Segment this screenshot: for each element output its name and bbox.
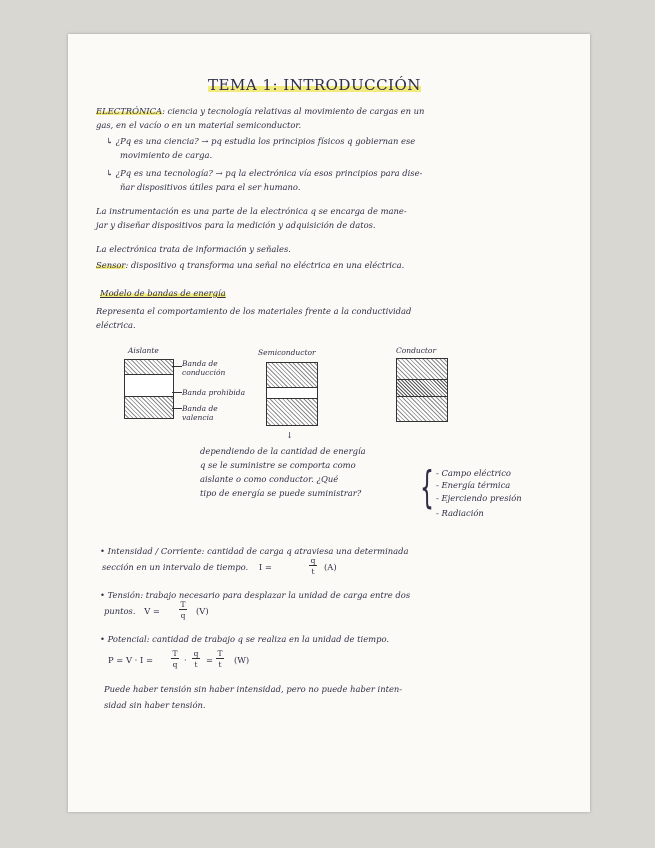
aislante-label: Aislante: [128, 346, 159, 355]
electronica-term: ELECTRÓNICA: [96, 106, 163, 116]
electronica-def-2: gas, en el vacío o en un material semiconductor.: [96, 120, 302, 130]
intensidad-formula-lhs: I =: [258, 562, 272, 572]
closing-line-1: Puede haber tensión sin haber intensidad, pero no puede haber inten-: [104, 684, 403, 694]
instrumentacion-line-1: La instrumentación es una parte de la electrónica q se encarga de mane-: [96, 206, 407, 216]
intensidad-unit: (A): [324, 562, 337, 572]
notebook-page: [68, 34, 590, 812]
sensor-line: [96, 260, 404, 271]
semi-conduction-band: [267, 363, 317, 388]
potencial-f1-num: T: [172, 649, 178, 658]
conductor-diagram: [396, 358, 448, 422]
intensidad-formula-den: t: [311, 567, 315, 576]
ciencia-answer-cont: movimiento de carga.: [120, 150, 213, 160]
tension-def-2: puntos.: [104, 606, 136, 616]
bandas-desc-1: Representa el comportamiento de los materiales frente a la conductividad: [96, 306, 412, 316]
tecnologia-question: ↳ ¿Pq es una tecnología? → pq la electrónica vía esos principios para dise-: [106, 168, 423, 178]
potencial-formula-start: P = V · I =: [108, 655, 153, 665]
semi-valence-band: [267, 399, 317, 425]
aislante-forbidden-band: [125, 375, 173, 397]
dependiendo-line-2: q se le suministre se comporta como: [200, 460, 356, 470]
pointer-prohibida: [172, 392, 182, 393]
potencial-def-1: : cantidad de trabajo q se realiza en la unidad de tiempo.: [146, 634, 390, 644]
energy-type-termica: - Energía térmica: [436, 480, 511, 490]
tension-line-1: [100, 590, 410, 601]
sensor-term: Sensor: [96, 260, 126, 270]
electronica-line-1: [96, 106, 424, 117]
energy-type-radiacion: - Radiación: [436, 508, 484, 518]
potencial-f2-den: t: [194, 660, 198, 669]
intensidad-term: • Intensidad / Corriente: [100, 546, 202, 556]
tension-formula-den: q: [180, 611, 186, 620]
banda-conduccion-label-2: conducción: [182, 368, 226, 377]
aislante-conduction-band: [125, 360, 173, 375]
potencial-line-1: [100, 634, 389, 645]
semiconductor-diagram: [266, 362, 318, 426]
tension-line-2: [104, 606, 160, 617]
energy-type-presion: - Ejerciendo presión: [436, 493, 522, 503]
banda-valencia-label-2: valencia: [182, 413, 214, 422]
intensidad-formula-num: q: [310, 556, 316, 565]
intensidad-def-1: : cantidad de carga q atraviesa una determinada: [201, 546, 409, 556]
semi-forbidden-band: [267, 388, 317, 399]
bandas-heading: [100, 288, 226, 299]
tension-term: • Tensión: [100, 590, 141, 600]
down-arrow-icon: ↓: [286, 430, 294, 440]
conductor-label: Conductor: [396, 346, 437, 355]
cond-overlap-band: [397, 380, 447, 397]
pointer-valencia: [172, 408, 182, 409]
cond-valence-band: [397, 397, 447, 421]
bandas-desc-2: eléctrica.: [96, 320, 136, 330]
tension-def-1: : trabajo necesario para desplazar la unidad de carga entre dos: [140, 590, 411, 600]
potencial-f3-den: t: [218, 660, 222, 669]
potencial-f3-num: T: [217, 649, 223, 658]
potencial-f1-den: q: [172, 660, 178, 669]
brace-icon: {: [420, 462, 434, 513]
electronica-def-1: : ciencia y tecnología relativas al movimiento de cargas en un: [162, 106, 425, 116]
tecnologia-answer-cont: ñar dispositivos útiles para el ser humano.: [120, 182, 301, 192]
banda-conduccion-label-1: Banda de: [182, 359, 218, 368]
cond-conduction-band: [397, 359, 447, 380]
potencial-dot: ·: [184, 655, 187, 665]
intensidad-line-2: [102, 562, 272, 573]
instrumentacion-line-2: jar y diseñar dispositivos para la medición y adquisición de datos.: [96, 220, 376, 230]
bandas-heading-text: Modelo de bandas de energía: [100, 288, 226, 298]
closing-line-2: sidad sin haber tensión.: [104, 700, 206, 710]
energy-type-campo: - Campo eléctrico: [436, 468, 511, 478]
title-text: TEMA 1: INTRODUCCIÓN: [208, 76, 421, 94]
potencial-unit: (W): [234, 655, 250, 665]
aislante-valence-band: [125, 397, 173, 418]
tension-formula-lhs: V =: [144, 606, 160, 616]
pointer-conduccion: [172, 366, 182, 367]
banda-prohibida-label: Banda prohibida: [182, 388, 246, 397]
intensidad-line-1: [100, 546, 408, 557]
ciencia-question: ↳ ¿Pq es una ciencia? → pq estudia los principios físicos q gobiernan ese: [106, 136, 416, 146]
intensidad-def-2: sección en un intervalo de tiempo.: [102, 562, 249, 572]
dependiendo-line-3: aislante o como conductor. ¿Qué: [200, 474, 339, 484]
semiconductor-label: Semiconductor: [258, 348, 316, 357]
potencial-term: • Potencial: [100, 634, 147, 644]
sensor-def: : dispositivo q transforma una señal no eléctrica en una eléctrica.: [125, 260, 405, 270]
tension-formula-num: T: [180, 600, 186, 609]
dependiendo-line-4: tipo de energía se puede suministrar?: [200, 488, 362, 498]
potencial-eq: =: [206, 655, 214, 665]
informacion-line: La electrónica trata de información y señales.: [96, 244, 291, 254]
dependiendo-line-1: dependiendo de la cantidad de energía: [200, 446, 366, 456]
page-title: [208, 76, 421, 94]
aislante-diagram: [124, 359, 174, 419]
tension-unit: (V): [196, 606, 209, 616]
potencial-f2-num: q: [193, 649, 199, 658]
banda-valencia-label-1: Banda de: [182, 404, 218, 413]
